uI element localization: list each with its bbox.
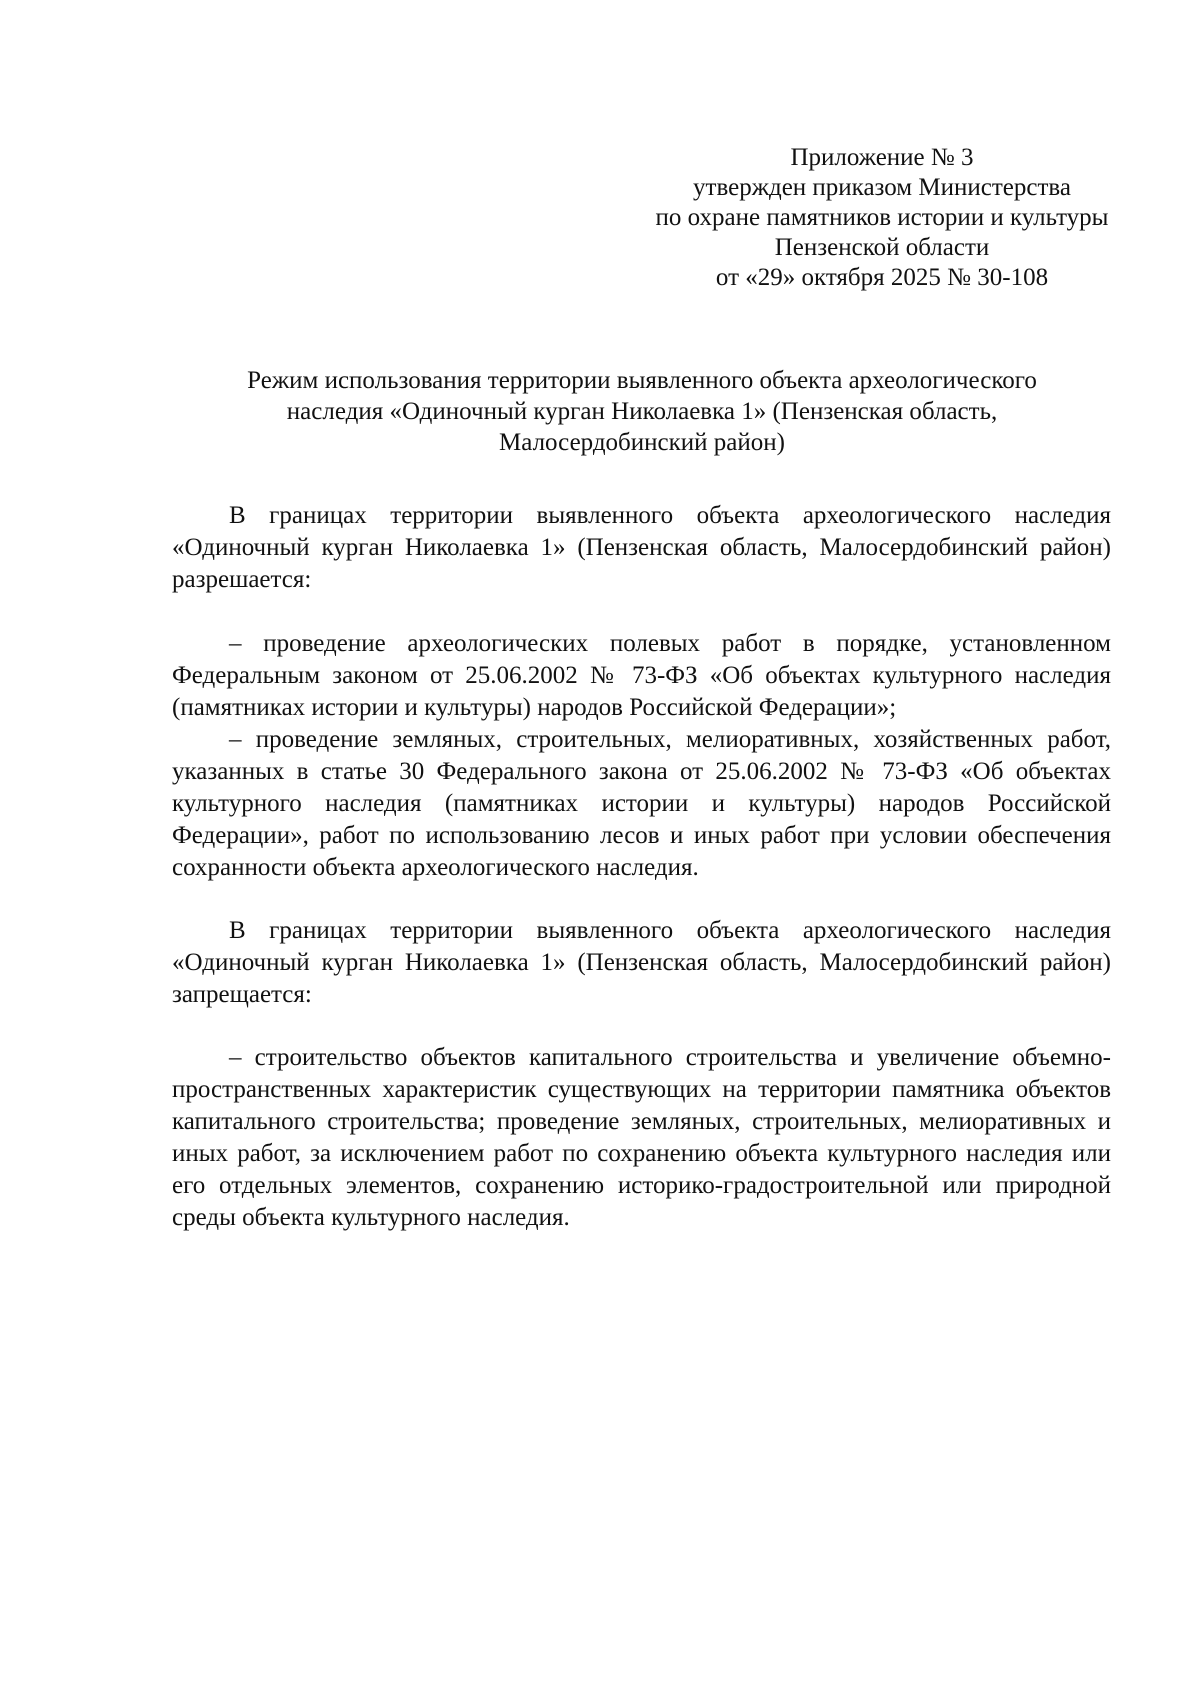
forbidden-section-intro — [172, 915, 1111, 1011]
title-line: наследия «Одиночный курган Николаевка 1» (Пензенская область, — [286, 398, 998, 425]
appendix-date: от «29» октября 2025 № 30-108 — [715, 264, 1049, 291]
allowed-intro-text: В границах территории выявленного объекта археологического наследия «Одиночный курган Николаевка 1» (Пензенская область, Малосердобинский район) разрешается: — [172, 502, 1111, 593]
appendix-number: Приложение № 3 — [790, 144, 974, 171]
appendix-ministry: по охране памятников истории и культуры — [655, 204, 1109, 231]
allowed-list — [172, 628, 1111, 884]
forbidden-intro-text: В границах территории выявленного объекта археологического наследия «Одиночный курган Николаевка 1» (Пензенская область, Малосердобинский район) запрещается: — [172, 917, 1111, 1008]
document-title — [172, 365, 1112, 458]
allowed-section-intro — [172, 500, 1111, 596]
appendix-approval: утвержден приказом Министерства — [693, 174, 1071, 201]
allowed-item: – проведение земляных, строительных, мелиоративных, хозяйственных работ, указанных в статье 30 Федерального закона от 25.06.2002 № 73-ФЗ «Об объектах культурного наследия (памятниках истории и культуры) народов Российской Федерации», работ по использованию лесов и иных работ при условии обеспечения сохранности объекта археологического наследия. — [172, 726, 1111, 881]
allowed-item: – проведение археологических полевых работ в порядке, установленном Федеральным законом от 25.06.2002 № 73-ФЗ «Об объектах культурного наследия (памятниках истории и культуры) народов Российской Федерации»; — [172, 630, 1111, 721]
appendix-region: Пензенской области — [774, 234, 990, 261]
forbidden-list — [172, 1042, 1111, 1234]
title-line: Режим использования территории выявленного объекта археологического — [247, 367, 1037, 394]
title-line: Малосердобинский район) — [499, 429, 785, 456]
appendix-header — [612, 143, 1152, 293]
forbidden-item: – строительство объектов капитального строительства и увеличение объемно-пространственных характеристик существующих на территории памятника объектов капитального строительства; проведение земляных, строительных, мелиоративных и иных работ, за исключением работ по сохранению объекта культурного наследия или его отдельных элементов, сохранению историко-градостроительной или природной среды объекта культурного наследия. — [172, 1044, 1111, 1231]
